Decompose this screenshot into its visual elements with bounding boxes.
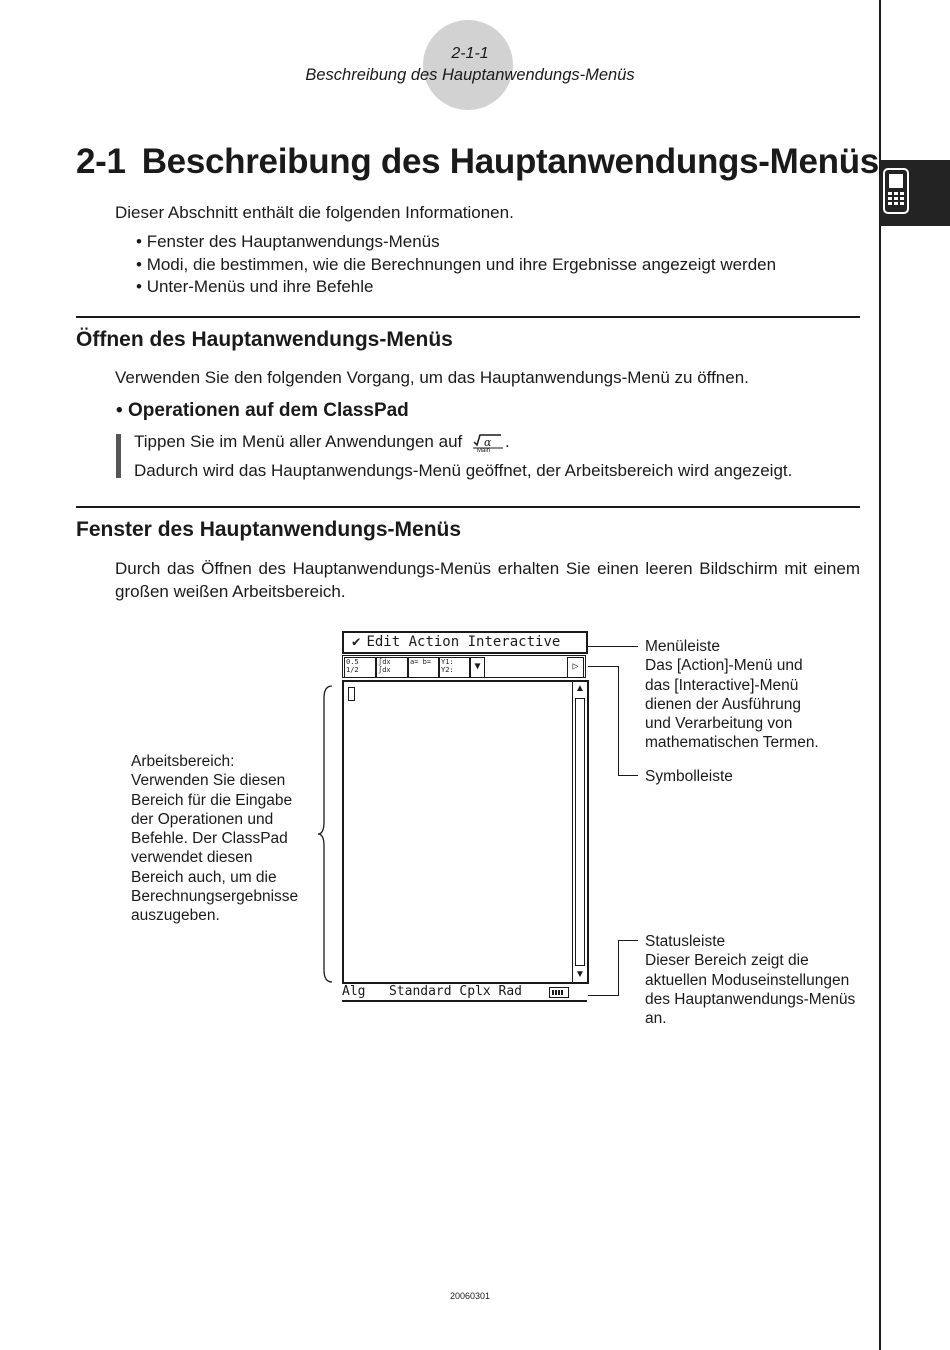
toolbar-button-assign[interactable]: a= b=: [408, 657, 439, 678]
chapter-number: 2-1: [76, 142, 126, 181]
toolbar-scroll-right-icon[interactable]: ▷: [567, 657, 584, 678]
work-area-brace: [316, 684, 336, 984]
section-divider: [76, 316, 860, 318]
footer-code: 20060301: [449, 1291, 491, 1301]
scroll-up-icon[interactable]: ▲: [575, 683, 585, 694]
status-text: Alg Standard Cplx Rad: [342, 984, 523, 999]
calculator-icon: [880, 160, 950, 226]
main-app-icon-label: Main: [476, 448, 490, 454]
menu-items[interactable]: Edit Action Interactive: [366, 634, 561, 650]
toolbar-button-graph[interactable]: Y1: Y2:: [439, 657, 470, 678]
svg-text:α: α: [483, 436, 492, 449]
open-text: Verwenden Sie den folgenden Vorgang, um das Hauptanwendungs-Menü zu öffnen.: [115, 368, 749, 387]
toolbar-dropdown-icon[interactable]: ▼: [470, 657, 485, 678]
toolbar-button-fraction[interactable]: 0.5 1/2: [344, 657, 376, 678]
intro-bullet: • Modi, die bestimmen, wie die Berechnungen und ihre Ergebnisse angezeigt werden: [136, 254, 776, 277]
callout-line-toolbar: [588, 666, 618, 667]
section-number: 2-1-1: [451, 45, 489, 62]
menu-bar[interactable]: [342, 631, 588, 654]
scroll-down-icon[interactable]: ▼: [575, 969, 585, 980]
work-area[interactable]: [342, 680, 589, 984]
section-title: Beschreibung des Hauptanwendungs-Menüs: [305, 66, 635, 84]
chapter-tab: [880, 160, 950, 226]
input-cursor: [348, 687, 355, 701]
intro-bullet-list: [136, 231, 776, 299]
main-app-icon[interactable]: [471, 433, 505, 455]
intro-text: Dieser Abschnitt enthält die folgenden Informationen.: [115, 203, 514, 222]
callout-line-menu: [588, 646, 638, 647]
callout-menu-bar: Menüleiste Das [Action]-Menü und das [Interactive]-Menü dienen der Ausführung und Verarbeitung von mathematischen Termen.: [645, 638, 819, 752]
operations-subheading: • Operationen auf dem ClassPad: [116, 400, 409, 421]
callout-line-toolbar: [618, 666, 619, 775]
battery-icon: [549, 987, 569, 998]
callout-line-toolbar: [618, 775, 638, 776]
header-circle: [423, 20, 513, 110]
chapter-heading: [76, 142, 879, 182]
callout-toolbar: Symbolleiste: [645, 768, 733, 785]
step-1-end: .: [504, 432, 510, 451]
callout-line-status: [588, 995, 618, 996]
section-heading-window: Fenster des Hauptanwendungs-Menüs: [76, 518, 462, 541]
section-heading-open: Öffnen des Hauptanwendungs-Menüs: [76, 328, 453, 351]
step-2: Dadurch wird das Hauptanwendungs-Menü geöffnet, der Arbeitsbereich wird angezeigt.: [134, 461, 793, 480]
step-1: [134, 431, 510, 455]
scroll-track[interactable]: [575, 698, 585, 966]
section-divider: [76, 506, 860, 508]
chapter-title: Beschreibung des Hauptanwendungs-Menüs: [141, 142, 879, 181]
step-bar: [116, 434, 121, 478]
callout-work-area: Arbeitsbereich: Verwenden Sie diesen Bereich für die Eingabe der Operationen und Befehle. Der ClassPad verwendet diesen Bereich auch, um die Berechnungsergebnisse auszugeben.: [131, 753, 299, 925]
operations-subheading-label: Operationen auf dem ClassPad: [127, 400, 409, 421]
toolbar-button-integral[interactable]: ∫dx ∫dx: [376, 657, 408, 678]
step-1-text: Tippen Sie im Menü aller Anwendungen auf: [134, 432, 463, 451]
intro-bullet: • Unter-Menüs und ihre Befehle: [136, 276, 776, 299]
scrollbar[interactable]: [572, 682, 587, 982]
callout-line-status: [618, 940, 638, 941]
status-bar: [342, 984, 587, 1002]
window-text: Durch das Öffnen des Hauptanwendungs-Menüs erhalten Sie einen leeren Bildschirm mit einem großen weißen Arbeitsbereich.: [115, 559, 860, 601]
intro-bullet: • Fenster des Hauptanwendungs-Menüs: [136, 231, 776, 254]
callout-status-bar: Statusleiste Dieser Bereich zeigt die aktuellen Moduseinstellungen des Hauptanwendungs-Menüs an.: [645, 933, 856, 1028]
toolbar: [342, 655, 586, 678]
chevron-down-icon[interactable]: ✔: [352, 634, 361, 650]
callout-line-status: [618, 940, 619, 996]
